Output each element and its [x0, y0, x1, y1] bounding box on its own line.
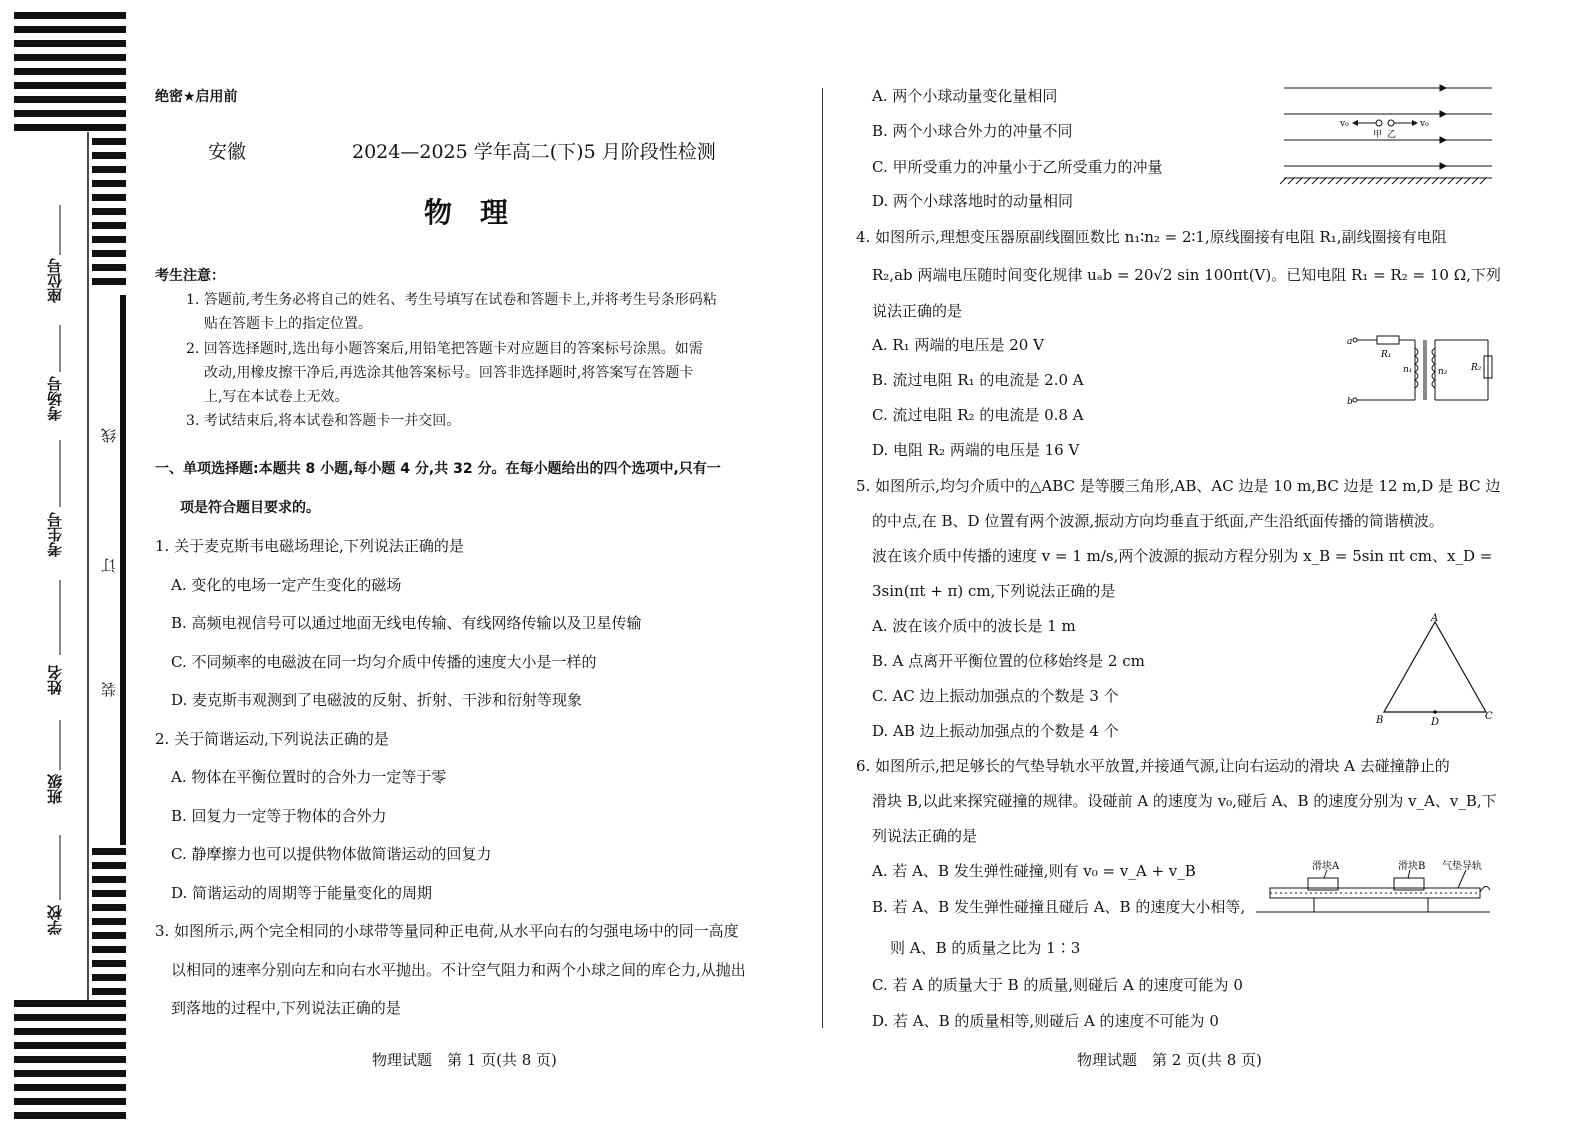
q3-field-figure [1280, 80, 1495, 185]
q6-option-c: C. 若 A 的质量大于 B 的质量,则碰后 A 的速度可能为 0 [872, 976, 1243, 994]
q1-stem: 1. 关于麦克斯韦电磁场理论,下列说法正确的是 [155, 537, 464, 555]
q4-fig-r2: R₂ [1471, 363, 1482, 373]
q4-stem: 4. 如图所示,理想变压器原副线圈匝数比 n₁∶n₂ = 2∶1,原线圈接有电阻 R₁,副线圈接有电阻 [856, 228, 1447, 246]
q3-option-d: D. 两个小球落地时的动量相同 [872, 192, 1074, 210]
notice-item: 2. 回答选择题时,选出每小题答案后,用铅笔把答题卡对应题目的答案标号涂黑。如需 [186, 341, 703, 357]
q1-option-a: A. 变化的电场一定产生变化的磁场 [171, 576, 402, 594]
q5-fig-c: C [1485, 711, 1493, 722]
q4-fig-n1: n₁ [1403, 365, 1413, 375]
notice-item: 1. 答题前,考生务必将自己的姓名、考生号填写在试卷和答题卡上,并将考生号条形码粘 [186, 292, 717, 308]
q4-option-a: A. R₁ 两端的电压是 20 V [872, 336, 1044, 354]
q6-fig-slider-b: 滑块B [1398, 861, 1426, 872]
q6-airtrack-figure [1252, 858, 1495, 918]
q5-option-b: B. A 点离开平衡位置的位移始终是 2 cm [872, 652, 1145, 670]
q2-option-d: D. 简谐运动的周期等于能量变化的周期 [171, 884, 433, 902]
q3-stem: 以相同的速率分别向左和向右水平抛出。不计空气阻力和两个小球之间的库仑力,从抛出 [171, 961, 746, 979]
q6-option-d: D. 若 A、B 的质量相等,则碰后 A 的速度不可能为 0 [872, 1012, 1219, 1030]
q4-stem: 说法正确的是 [872, 302, 963, 320]
notice-item: 贴在答题卡上的指定位置。 [204, 316, 372, 332]
notice-item: 3. 考试结束后,将本试卷和答题卡一并交回。 [186, 413, 461, 429]
notice-item: 上,写在本试卷上无效。 [204, 389, 349, 405]
q2-option-c: C. 静摩擦力也可以提供物体做简谐运动的回复力 [171, 845, 492, 863]
q6-option-a: A. 若 A、B 发生弹性碰撞,则有 v₀ = v_A + v_B [872, 862, 1196, 880]
q2-stem: 2. 关于简谐运动,下列说法正确的是 [155, 730, 389, 748]
q4-fig-n2: n₂ [1438, 367, 1448, 377]
secret-label: 绝密★启用前 [155, 89, 238, 105]
class-label: 班级 [46, 774, 64, 804]
footer-page-2: 物理试题 第 2 页(共 8 页) [1077, 1051, 1262, 1069]
q4-fig-r1: R₁ [1381, 350, 1392, 360]
q5-stem: 5. 如图所示,均匀介质中的△ABC 是等腰三角形,AB、AC 边是 10 m,BC 边是 12 m,D 是 BC 边 [856, 477, 1501, 495]
q4-fig-a: a [1347, 337, 1353, 347]
q3-stem: 3. 如图所示,两个完全相同的小球带等量同种正电荷,从水平向右的匀强电场中的同一高度 [155, 922, 739, 940]
q1-option-c: C. 不同频率的电磁波在同一均匀介质中传播的速度大小是一样的 [171, 653, 597, 671]
notice-title: 考生注意： [155, 268, 225, 284]
q4-option-c: C. 流过电阻 R₂ 的电流是 0.8 A [872, 406, 1084, 424]
q3-fig-yi: 乙 [1387, 130, 1397, 140]
q4-transformer-figure [1345, 330, 1495, 410]
q5-stem: 波在该介质中传播的速度 v = 1 m/s,两个波源的振动方程分别为 x_B = 5sin πt cm、x_D = [872, 547, 1493, 565]
student-number-label: 考生号 [46, 512, 64, 557]
q2-option-a: A. 物体在平衡位置时的合外力一定等于零 [171, 768, 447, 786]
q1-option-b: B. 高频电视信号可以通过地面无线电传输、有线网络传输以及卫星传输 [171, 614, 642, 632]
section-heading-cont: 项是符合题目要求的。 [180, 500, 320, 516]
q3-option-b: B. 两个小球合外力的冲量不同 [872, 122, 1073, 140]
q6-fig-slider-a: 滑块A [1312, 861, 1340, 872]
school-label: 学校 [46, 905, 64, 935]
exam-title-left: 安徽 [208, 141, 247, 163]
q3-option-a: A. 两个小球动量变化量相同 [872, 87, 1058, 105]
q3-fig-jia: 甲 [1373, 130, 1383, 140]
q5-fig-b: B [1376, 715, 1384, 726]
q2-option-b: B. 回复力一定等于物体的合外力 [171, 807, 387, 825]
q4-stem: R₂,ab 两端电压随时间变化规律 uₐb = 20√2 sin 100πt(V)。已知电阻 R₁ = R₂ = 10 Ω,下列 [872, 266, 1501, 284]
binding-strip [0, 0, 135, 1138]
exam-room-label: 考场号 [46, 376, 64, 421]
q5-stem: 3sin(πt + π) cm,下列说法正确的是 [872, 582, 1116, 600]
q6-fig-rail: 气垫导轨 [1442, 861, 1482, 872]
q3-stem: 到落地的过程中,下列说法正确的是 [171, 999, 401, 1017]
seat-number-label: 座位号 [46, 258, 64, 303]
q5-option-d: D. AB 边上振动加强点的个数是 4 个 [872, 722, 1119, 740]
name-label: 姓名 [46, 665, 64, 695]
q6-option-b-cont: 则 A、B 的质量之比为 1∶3 [890, 939, 1081, 957]
q4-fig-b: b [1347, 397, 1353, 407]
exam-title-right: 2024—2025 学年高二(下)5 月阶段性检测 [352, 141, 716, 163]
footer-page-1: 物理试题 第 1 页(共 8 页) [372, 1051, 557, 1069]
cut-mark-zhuang: 装 [100, 682, 118, 697]
q6-option-b: B. 若 A、B 发生弹性碰撞且碰后 A、B 的速度大小相等, [872, 898, 1246, 916]
cut-mark-ding: 订 [100, 558, 118, 573]
q5-option-c: C. AC 边上振动加强点的个数是 3 个 [872, 687, 1119, 705]
section-heading: 一、单项选择题:本题共 8 小题,每小题 4 分,共 32 分。在每小题给出的四个选项中,只有一 [155, 461, 721, 477]
q3-fig-v-right: v₀ [1420, 119, 1429, 129]
q4-option-b: B. 流过电阻 R₁ 的电流是 2.0 A [872, 371, 1084, 389]
q6-stem: 滑块 B,以此来探究碰撞的规律。设碰前 A 的速度为 v₀,碰后 A、B 的速度分别为 v_A、v_B,下 [872, 792, 1497, 810]
q3-option-c: C. 甲所受重力的冲量小于乙所受重力的冲量 [872, 158, 1163, 176]
q5-fig-a: A [1431, 613, 1439, 624]
column-divider [822, 88, 823, 1028]
q5-fig-d: D [1431, 717, 1440, 728]
q5-stem: 的中点,在 B、D 位置有两个波源,振动方向均垂直于纸面,产生沿纸面传播的简谐横波。 [872, 512, 1444, 530]
q1-option-d: D. 麦克斯韦观测到了电磁波的反射、折射、干涉和衍射等现象 [171, 691, 583, 709]
q3-fig-v-left: v₀ [1340, 119, 1349, 129]
q5-triangle-figure [1372, 612, 1498, 730]
subject-title: 物 理 [424, 196, 509, 229]
cut-mark-line: 线 [100, 428, 118, 443]
q5-option-a: A. 波在该介质中的波长是 1 m [872, 617, 1076, 635]
q4-option-d: D. 电阻 R₂ 两端的电压是 16 V [872, 441, 1080, 459]
q6-stem: 6. 如图所示,把足够长的气垫导轨水平放置,并接通气源,让向右运动的滑块 A 去碰撞静止的 [856, 757, 1450, 775]
notice-item: 改动,用橡皮擦干净后,再选涂其他答案标号。回答非选择题时,将答案写在答题卡 [204, 365, 694, 381]
q6-stem: 列说法正确的是 [872, 827, 978, 845]
